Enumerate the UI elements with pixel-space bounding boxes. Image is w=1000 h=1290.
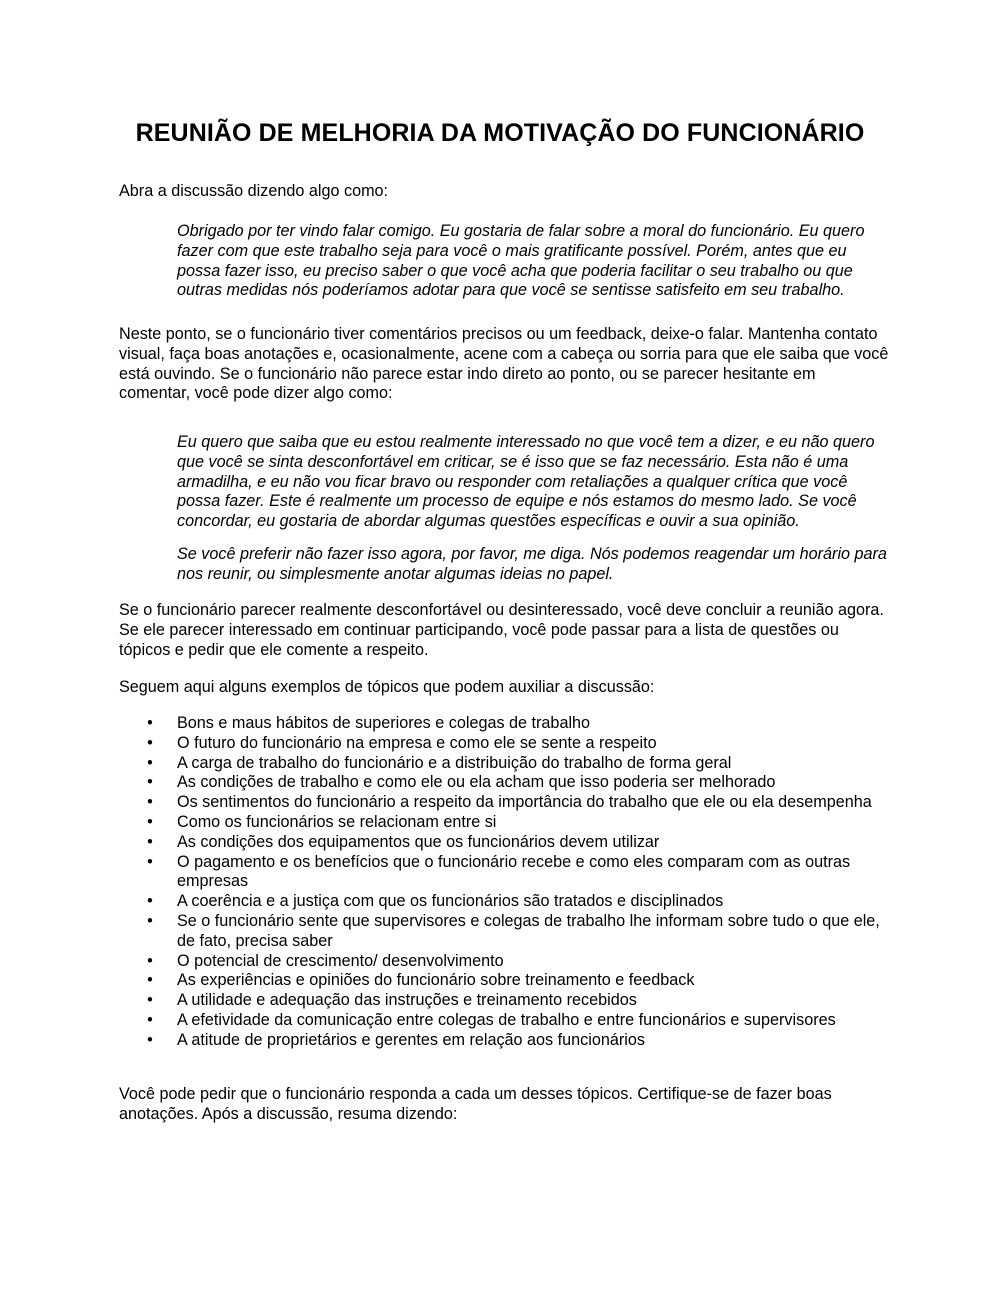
paragraph-2: Neste ponto, se o funcionário tiver comentários precisos ou um feedback, deixe-o falar. Mantenha contato visual, faça boas anotações e, ocasionalmente, acene com a cabeça ou sorria para que ele saiba que você está ouvindo. Se o funcionário não parece estar indo direto ao ponto, ou se parecer hesitante em comentar, você pode dizer algo como: — [119, 325, 889, 403]
list-item — [119, 991, 889, 1011]
list-item-text: O potencial de crescimento/ desenvolvimento — [177, 951, 504, 970]
bullet-icon: • — [147, 714, 153, 732]
list-item-text: As condições dos equipamentos que os funcionários devem utilizar — [177, 832, 660, 851]
bullet-icon: • — [147, 773, 153, 792]
bullet-icon: • — [147, 793, 153, 812]
bullet-icon: • — [147, 1010, 153, 1029]
bullet-icon: • — [147, 951, 153, 970]
list-item-text: A coerência e a justiça com que os funcionários são tratados e disciplinados — [177, 892, 724, 911]
list-item — [119, 833, 889, 853]
bullet-icon: • — [147, 991, 153, 1010]
list-item — [119, 793, 889, 813]
list-item — [119, 1031, 889, 1051]
list-item — [119, 892, 889, 912]
list-item — [119, 754, 889, 774]
bullet-icon: • — [147, 812, 153, 831]
list-item — [119, 714, 889, 734]
list-item — [119, 1011, 889, 1031]
list-item-text: O futuro do funcionário na empresa e como ele se sente a respeito — [177, 733, 657, 752]
bullet-icon: • — [147, 1030, 153, 1049]
list-item — [119, 971, 889, 991]
list-item-text: Como os funcionários se relacionam entre si — [177, 812, 497, 831]
list-item-text: A carga de trabalho do funcionário e a distribuição do trabalho de forma geral — [177, 753, 732, 772]
bullet-icon: • — [147, 832, 153, 851]
paragraph-5: Você pode pedir que o funcionário responda a cada um desses tópicos. Certifique-se de fazer boas anotações. Após a discussão, resuma dizendo: — [119, 1085, 832, 1123]
bullet-icon: • — [147, 911, 153, 930]
list-item-text: As experiências e opiniões do funcionário sobre treinamento e feedback — [177, 971, 695, 990]
quote-paragraph-2: Eu quero que saiba que eu estou realmente interessado no que você tem a dizer, e eu não quero que você se sinta desconfortável em criticar, se é isso que se faz necessário. Esta não é uma armadilha, e eu não vou ficar bravo ou responder com retaliações a qualquer crítica que você possa fazer. Este é realmente um processo de equipe e nós estamos do mesmo lado. Se você concordar, eu gostaria de abordar algumas questões específicas e ouvir a sua opinião. — [177, 433, 875, 531]
bullet-icon: • — [147, 971, 153, 990]
bullet-icon: • — [147, 852, 153, 871]
list-item-text: As condições de trabalho e como ele ou ela acham que isso poderia ser melhorado — [177, 773, 776, 792]
intro-paragraph: Abra a discussão dizendo algo como: — [119, 182, 389, 200]
paragraph-3: Se o funcionário parecer realmente desconfortável ou desinteressado, você deve concluir a reunião agora. Se ele parecer interessado em continuar participando, você pode passar para a lista de questões ou tópicos e pedir que ele comente a respeito. — [119, 601, 884, 659]
list-item-text: O pagamento e os benefícios que o funcionário recebe e como eles comparam com as outras empresas — [177, 852, 851, 891]
list-item — [119, 813, 889, 833]
list-item — [119, 773, 889, 793]
document-title: REUNIÃO DE MELHORIA DA MOTIVAÇÃO DO FUNCIONÁRIO — [135, 119, 865, 147]
bullet-icon: • — [147, 892, 153, 911]
list-item — [119, 734, 889, 754]
list-item — [119, 952, 889, 972]
quote-paragraph-1: Obrigado por ter vindo falar comigo. Eu gostaria de falar sobre a moral do funcionário. Eu quero fazer com que este trabalho seja para você o mais gratificante possível. Porém, antes que eu possa fazer isso, eu preciso saber o que você acha que poderia facilitar o seu trabalho ou que outras medidas nós poderíamos adotar para que você se sentisse satisfeito em seu trabalho. — [177, 222, 865, 300]
bullet-icon: • — [147, 753, 153, 772]
list-item-text: Se o funcionário sente que supervisores e colegas de trabalho lhe informam sobre tudo o que ele, de fato, precisa saber — [177, 911, 880, 950]
list-item-text: A atitude de proprietários e gerentes em relação aos funcionários — [177, 1030, 645, 1049]
list-item-text: Bons e maus hábitos de superiores e colegas de trabalho — [177, 714, 591, 732]
paragraph-4: Seguem aqui alguns exemplos de tópicos que podem auxiliar a discussão: — [119, 678, 655, 696]
list-item-text: Os sentimentos do funcionário a respeito da importância do trabalho que ele ou ela desempenha — [177, 793, 872, 812]
list-item — [119, 853, 889, 893]
topics-list — [119, 714, 889, 1051]
quote-paragraph-3: Se você preferir não fazer isso agora, por favor, me diga. Nós podemos reagendar um horário para nos reunir, ou simplesmente anotar algumas ideias no papel. — [177, 545, 887, 583]
list-item-text: A utilidade e adequação das instruções e treinamento recebidos — [177, 991, 637, 1010]
list-item-text: A efetividade da comunicação entre colegas de trabalho e entre funcionários e supervisores — [177, 1010, 836, 1029]
bullet-icon: • — [147, 733, 153, 752]
list-item — [119, 912, 889, 952]
